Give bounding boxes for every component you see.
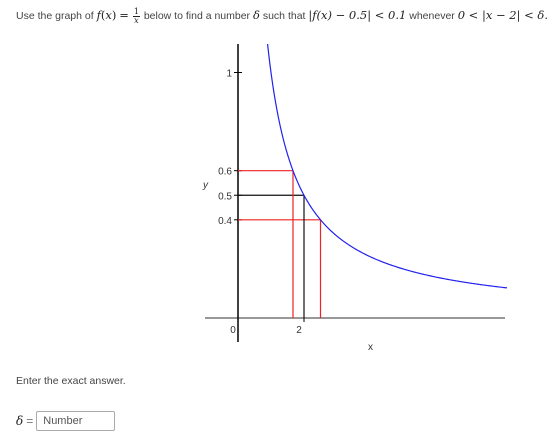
instruction-text: Enter the exact answer. — [16, 375, 126, 387]
question-prefix: Use the graph of — [16, 10, 94, 22]
delta-label: δ — [16, 414, 24, 428]
condition-epsilon: |f(x) − 0.5| < 0.1 — [308, 8, 407, 22]
condition-delta: 0 < |x − 2| < δ. — [457, 8, 548, 22]
x-axis-label: x — [368, 342, 373, 353]
y-tick-label: 0.6 — [218, 166, 232, 178]
y-tick-label: 0.4 — [218, 215, 232, 227]
fraction-one-over-x: $\frac{1}{x}$ — [133, 6, 139, 25]
answer-equals: = — [26, 414, 34, 428]
question-text: Use the graph of f(x) = $\frac{1}{x}$ below to find a number δ such that |f(x) − 0.5| < 0.1 whenever 0 < |x − 2| < δ. — [16, 6, 548, 25]
delta-answer-input[interactable] — [36, 411, 115, 431]
y-axis-label: y — [203, 180, 208, 191]
delta-symbol: δ — [252, 8, 260, 22]
y-tick-label: 0.5 — [218, 191, 232, 203]
function-name: f — [96, 8, 101, 22]
question-whenever: whenever — [409, 10, 455, 22]
equals-sign: = — [119, 8, 129, 22]
x-tick-label: 2 — [296, 325, 302, 336]
question-middle: below to find a number — [143, 10, 251, 22]
question-such-that: such that — [262, 10, 306, 22]
x-tick-label: 0 — [230, 325, 236, 336]
function-var: x — [105, 8, 112, 22]
y-tick-label: 1 — [226, 68, 232, 80]
answer-row — [16, 411, 115, 431]
